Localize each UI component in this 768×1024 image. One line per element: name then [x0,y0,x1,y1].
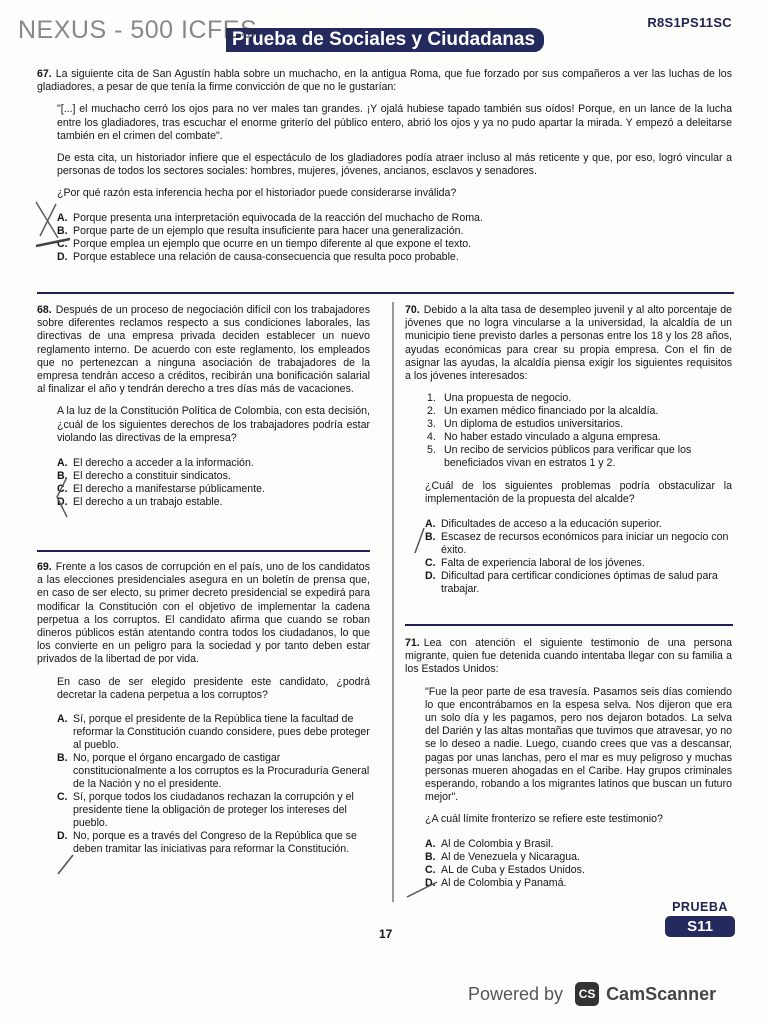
question-number: 67. [37,68,52,80]
section-divider [37,550,370,552]
options-list [37,713,370,856]
question-intro: La siguiente cita de San Agustín habla sobre un muchacho, en la antigua Roma, que fue forzado por sus compañeros a ver las luchas de los gladiadores, a pesar de que tenía la firme convicción de que no le gustarían: [37,68,732,94]
question-prompt: ¿Cuál de los siguientes problemas podría obstaculizar la implementación de la propuesta del alcalde? [425,480,732,506]
section-divider [37,292,734,294]
question-71 [405,637,732,890]
list-item: 4. No haber estado vinculado a alguna empresa. [427,431,661,444]
option-c[interactable]: C. Sí, porque todos los ciudadanos rechazan la corrupción y el presidente tiene la obligación de proteger los intereses del pueblo. [57,791,354,830]
prueba-code: S11 [665,916,735,937]
options-list [37,457,370,509]
option-b[interactable]: B. No, porque el órgano encargado de castigar constitucionalmente a los corruptos es la Procuraduría General de la Nación y no el presidente. [57,752,370,791]
page-title: Prueba de Sociales y Ciudadanas [232,29,536,50]
watermark: NEXUS - 500 ICFES [18,16,258,44]
option-b[interactable]: B. Porque parte de un ejemplo que resulta insuficiente para hacer una generalización. [57,224,464,237]
option-d[interactable]: D. No, porque es a través del Congreso de la República que se deben tramitar las iniciativas para reformar la Constitución. [57,830,357,856]
list-item: 1. Una propuesta de negocio. [427,392,572,405]
option-a[interactable]: A. El derecho a acceder a la información. [57,457,254,470]
option-b[interactable]: B. El derecho a constituir sindicatos. [57,470,231,483]
option-a[interactable]: A. Al de Colombia y Brasil. [425,837,554,850]
prueba-label: PRUEBA [672,900,728,914]
test-code: R8S1PS11SC [647,15,732,30]
option-b[interactable]: B. Al de Venezuela y Nicaragua. [425,850,580,863]
camscanner-name: CamScanner [606,983,717,1004]
pencil-mark-icon [34,236,74,250]
question-prompt: A la luz de la Constitución Política de Colombia, con esta decisión, ¿cuál de los siguientes derechos de los trabajadores podría estar violando las directivas de la empresa? [57,405,370,444]
option-c[interactable]: C. El derecho a manifestarse públicamente. [57,483,265,496]
option-a[interactable]: A. Porque presenta una interpretación equivocada de la reacción del muchacho de Roma. [57,211,483,224]
question-prompt: En caso de ser elegido presidente este candidato, ¿podrá decretar la cadena perpetua a los corruptos? [57,675,370,701]
question-text: Después de un proceso de negociación difícil con los trabajadores sobre diferentes reclamos respecto a sus condiciones laborales, las directivas de una empresa privada deciden establecer un nuevo reglamento interno. De acuerdo con este reglamento, los empleados que no pertenezcan a ninguna asociación de trabajadores de la empresa tendrán acceso a créditos, recibirán una bonificación salarial al finalizar el año y tendrán derecho a tres días más de vacaciones. [37,304,370,396]
question-69 [37,561,370,856]
question-text: Frente a los casos de corrupción en el país, uno de los candidatos a las elecciones presidenciales asegura en un boletín de prensa que, en caso de ser electo, su primer decreto presidencial se expedirá para modificar la Constitución con el objetivo de implementar la cadena perpetua a los corruptos. El candidato afirma que cuando se roban dineros públicos están atentando contra todos los ciudadanos, lo que los convierte en un peligro para la sociedad y por tanto deben estar privados de la libertad de por vida. [37,561,370,666]
option-d[interactable]: D. Porque establece una relación de causa-consecuencia que resulta poco probable. [57,250,459,263]
pencil-mark-icon [405,878,441,900]
question-67 [37,68,732,264]
question-quote: "[...] el muchacho cerró los ojos para no ver males tan grandes. ¡Y ojalá hubiese tapado también sus oídos! Porque, en un lance de la lucha entre los gladiadores, tras escuchar el enorme griterío del público entero, abrió los ojos y ya no pudo apartar la mirada. Y empezó a deleitarse también en el crimen del combate". [57,103,732,142]
section-divider [405,624,733,626]
pencil-mark-icon [55,852,77,878]
option-c[interactable]: C. AL de Cuba y Estados Unidos. [425,863,585,876]
question-number: 71. [405,637,420,649]
options-list [405,518,732,596]
question-quote: "Fue la peor parte de esa travesía. Pasamos seis días comiendo lo que encontrábamos en la espesa selva. Nos dijeron que era un solo día y les pagamos, pero nos dejaron botados. La selva del Darién y las altas montañas que tuvimos que atravesar, yo no se lo deseo a nadie. Luego, cuando crees que vas a descansar, pagas por unas lanchas, pero el mar es muy peligroso y muchas personas mueren ahogadas en el Caribe. Hay grupos criminales esperando, robando a los migrantes latinos que buscan un futuro mejor". [425,685,732,804]
question-68 [37,304,370,509]
question-number: 68. [37,304,52,316]
question-number: 70. [405,304,420,316]
powered-by-text: Powered by [468,983,564,1004]
list-item: 2. Un examen médico financiado por la alcaldía. [427,405,659,418]
column-divider [392,302,394,902]
question-text: Lea con atención el siguiente testimonio de una persona migrante, quien fue detenida cuando intentaba llegar con su familia a los Estados Unidos: [405,637,732,676]
option-a[interactable]: A. Dificultades de acceso a la educación superior. [425,517,662,530]
pencil-mark-icon [52,477,72,521]
option-a[interactable]: A. Sí, porque el presidente de la República tiene la facultad de reformar la Constitución cuando considere, pues debe proteger al pueblo. [57,713,370,752]
option-d[interactable]: D. El derecho a un trabajo estable. [57,496,223,509]
option-d[interactable]: D. Dificultad para certificar condiciones óptimas de salud para trabajar. [425,569,718,595]
question-text: Debido a la alta tasa de desempleo juvenil y al alto porcentaje de jóvenes que no logra vincularse a la universidad, la alcaldía de un municipio tiene previsto darles a personas entre los 18 y los 28 años, ayudas económicas para crear su propia empresa. Con el fin de asignar las ayudas, la alcaldía piensa exigir los siguientes requisitos a los jóvenes interesados: [405,304,732,383]
question-prompt: ¿A cuál límite fronterizo se refiere este testimonio? [425,813,663,826]
question-70 [405,304,732,596]
question-prompt: ¿Por qué razón esta inferencia hecha por el historiador puede considerarse inválida? [57,187,457,200]
requirements-list [405,392,732,470]
option-c[interactable]: C. Falta de experiencia laboral de los jóvenes. [425,556,645,569]
question-number: 69. [37,561,52,573]
pencil-mark-icon [410,525,430,555]
list-item: 5. Un recibo de servicios públicos para verificar que los beneficiados vivan en estratos 1 y 2. [427,444,692,470]
options-list [405,838,732,890]
option-b[interactable]: B. Escasez de recursos económicos para iniciar un negocio con éxito. [425,530,729,556]
page-number: 17 [379,927,393,941]
option-d[interactable]: D. Al de Colombia y Panamá. [425,876,567,889]
list-item: 3. Un diploma de estudios universitarios. [427,418,624,431]
camscanner-footer [468,982,716,1006]
camscanner-logo-icon: CS [575,982,599,1006]
option-c[interactable]: C. Porque emplea un ejemplo que ocurre en un tiempo diferente al que expone el texto. [57,237,472,250]
question-inference: De esta cita, un historiador infiere que el espectáculo de los gladiadores podía atraer incluso al más reticente y que, por eso, logró vincular a personas de todos los sectores sociales: hombres, mujeres, jóvenes, ancianos, esclavos y senadores. [57,152,732,178]
prueba-badge [665,900,735,937]
options-list [37,212,732,264]
